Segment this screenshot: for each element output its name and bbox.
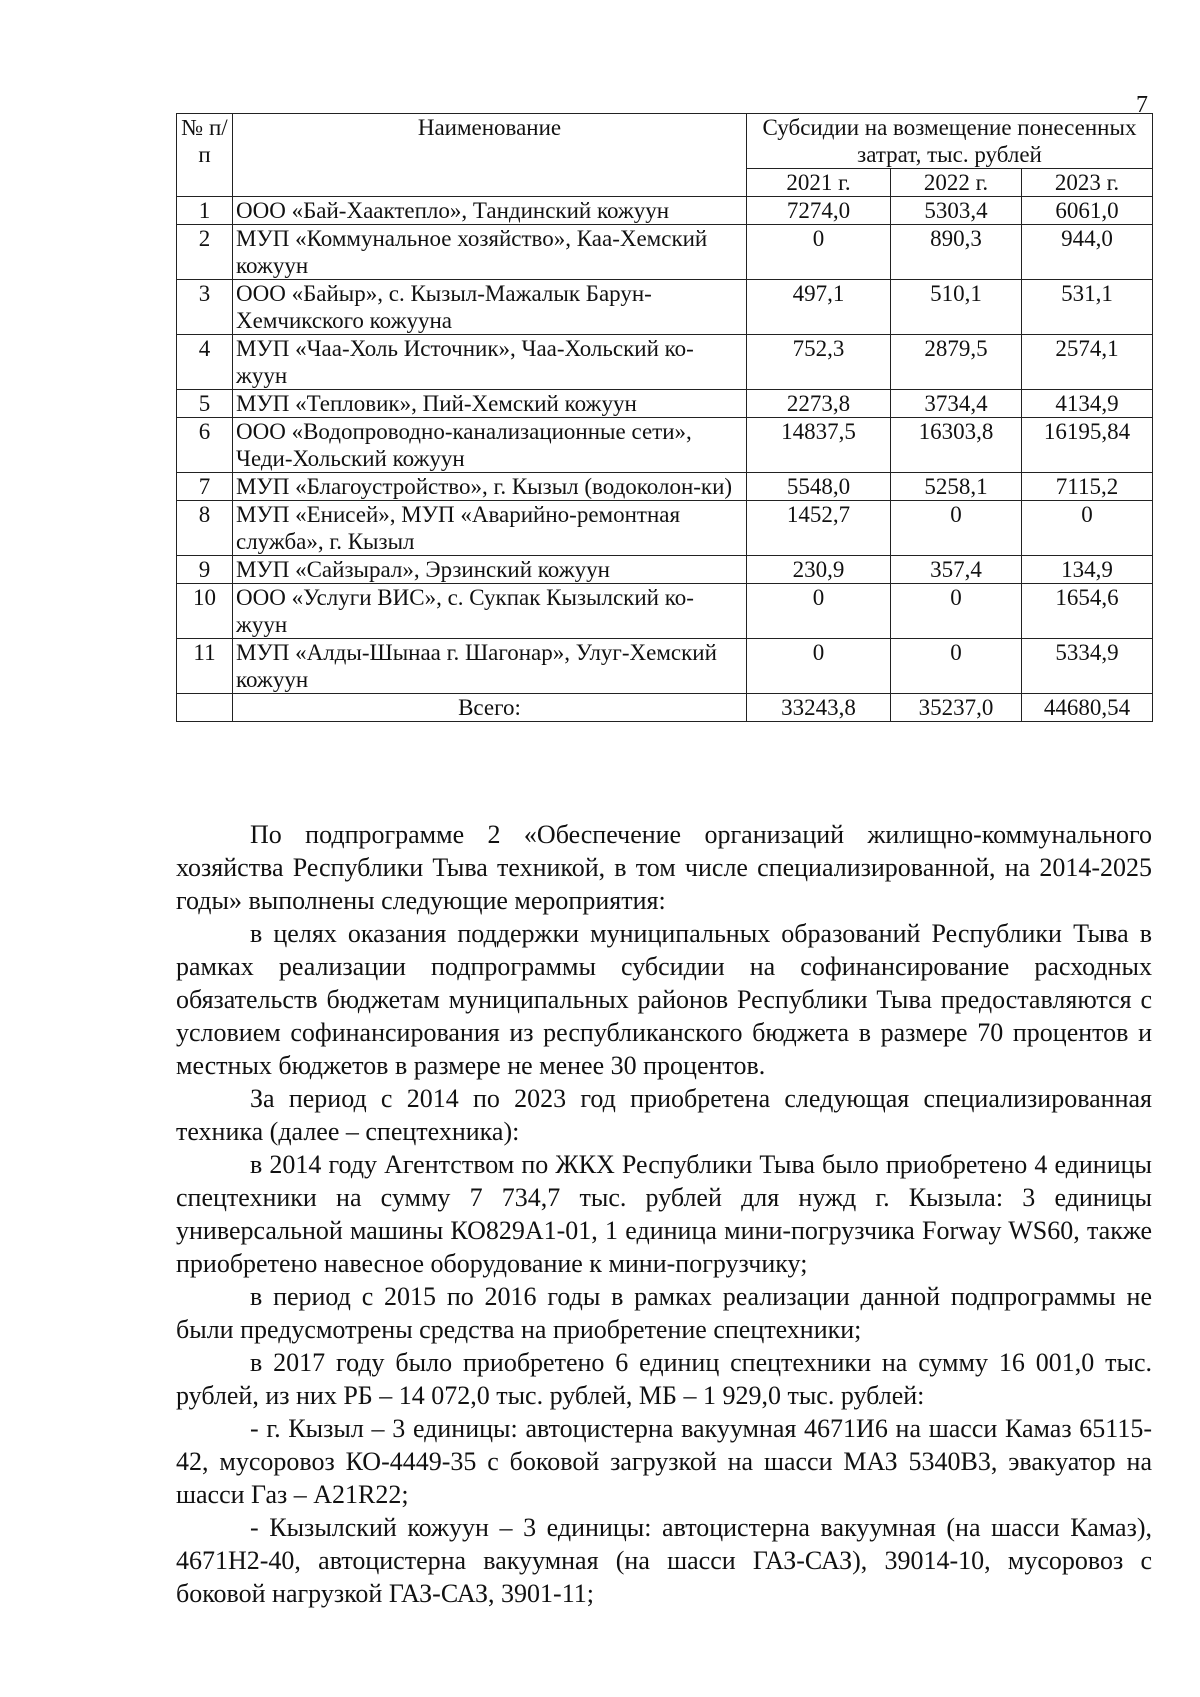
row-value-2021: 14837,5 <box>747 418 891 473</box>
table-row <box>177 390 1153 418</box>
row-value-2022: 0 <box>891 584 1022 639</box>
total-value-2022: 35237,0 <box>891 694 1022 722</box>
row-value-2021: 0 <box>747 584 891 639</box>
row-value-2022: 16303,8 <box>891 418 1022 473</box>
row-value-2022: 510,1 <box>891 280 1022 335</box>
total-value-2023: 44680,54 <box>1022 694 1153 722</box>
header-year-2023: 2023 г. <box>1022 169 1153 197</box>
row-value-2023: 7115,2 <box>1022 473 1153 501</box>
paragraph: в целях оказания поддержки муниципальных образований Республики Тыва в рамках реализации подпрограммы субсидии на софинансирование расходных обязательств бюджетам муниципальных районов Республики Тыва предоставляются с условием софинансирования из республиканского бюджета в размере 70 процентов и местных бюджетов в размере не менее 30 процентов. <box>176 919 1152 1080</box>
header-subsidy-group: Субсидии на возмещение понесенных затрат, тыс. рублей <box>747 114 1153 169</box>
row-name: МУП «Благоустройство», г. Кызыл (водоколон-ки) <box>233 473 747 501</box>
table-row <box>177 556 1153 584</box>
row-value-2022: 0 <box>891 501 1022 556</box>
total-label: Всего: <box>233 694 747 722</box>
body-text <box>176 818 1152 1610</box>
row-num: 6 <box>177 418 233 473</box>
table-row <box>177 280 1153 335</box>
row-value-2023: 16195,84 <box>1022 418 1153 473</box>
row-num: 2 <box>177 225 233 280</box>
row-value-2021: 0 <box>747 225 891 280</box>
header-name: Наименование <box>233 114 747 197</box>
row-value-2023: 2574,1 <box>1022 335 1153 390</box>
page-number: 7 <box>1136 92 1148 118</box>
row-value-2021: 230,9 <box>747 556 891 584</box>
row-name: МУП «Алды-Шынаа г. Шагонар», Улуг-Хемский кожуун <box>233 639 747 694</box>
row-value-2021: 0 <box>747 639 891 694</box>
paragraph: - г. Кызыл – 3 единицы: автоцистерна вакуумная 4671И6 на шасси Камаз 65115-42, мусоровоз КО-4449-35 с боковой загрузкой на шасси МАЗ 5340В3, эвакуатор на шасси Газ – А21R22; <box>176 1414 1152 1509</box>
table-header-row <box>177 114 1153 169</box>
row-value-2021: 752,3 <box>747 335 891 390</box>
table-row <box>177 197 1153 225</box>
table-row <box>177 473 1153 501</box>
row-name: ООО «Байыр», с. Кызыл-Мажалык Барун-Хемчикского кожууна <box>233 280 747 335</box>
row-num: 9 <box>177 556 233 584</box>
table-row <box>177 225 1153 280</box>
row-num: 10 <box>177 584 233 639</box>
row-num: 7 <box>177 473 233 501</box>
row-value-2021: 1452,7 <box>747 501 891 556</box>
row-name: ООО «Бай-Хаактепло», Тандинский кожуун <box>233 197 747 225</box>
table-row <box>177 501 1153 556</box>
row-value-2022: 357,4 <box>891 556 1022 584</box>
row-name: МУП «Чаа-Холь Источник», Чаа-Хольский ко-жуун <box>233 335 747 390</box>
header-year-2021: 2021 г. <box>747 169 891 197</box>
table-row <box>177 584 1153 639</box>
paragraph: в 2014 году Агентством по ЖКХ Республики Тыва было приобретено 4 единицы спецтехники на сумму 7 734,7 тыс. рублей для нужд г. Кызыла: 3 единицы универсальной машины КО829А1-01, 1 единица мини-погрузчика Forway WS60, также приобретено навесное оборудование к мини-погрузчику; <box>176 1150 1152 1278</box>
row-value-2023: 134,9 <box>1022 556 1153 584</box>
row-value-2023: 1654,6 <box>1022 584 1153 639</box>
row-value-2023: 531,1 <box>1022 280 1153 335</box>
row-value-2023: 6061,0 <box>1022 197 1153 225</box>
row-num: 1 <box>177 197 233 225</box>
row-value-2021: 2273,8 <box>747 390 891 418</box>
header-num: № п/п <box>177 114 233 197</box>
row-name: МУП «Тепловик», Пий-Хемский кожуун <box>233 390 747 418</box>
row-value-2022: 0 <box>891 639 1022 694</box>
paragraph: За период с 2014 по 2023 год приобретена следующая специализированная техника (далее – спецтехника): <box>176 1084 1152 1146</box>
table-row <box>177 639 1153 694</box>
row-value-2022: 5258,1 <box>891 473 1022 501</box>
row-value-2023: 5334,9 <box>1022 639 1153 694</box>
paragraph: - Кызылский кожуун – 3 единицы: автоцистерна вакуумная (на шасси Камаз), 4671Н2-40, автоцистерна вакуумная (на шасси ГАЗ-САЗ), 39014-10, мусоровоз с боковой нагрузкой ГАЗ-САЗ, 3901-11; <box>176 1513 1152 1608</box>
row-value-2023: 944,0 <box>1022 225 1153 280</box>
paragraph: в 2017 году было приобретено 6 единиц спецтехники на сумму 16 001,0 тыс. рублей, из них РБ – 14 072,0 тыс. рублей, МБ – 1 929,0 тыс. рублей: <box>176 1348 1152 1410</box>
row-value-2022: 3734,4 <box>891 390 1022 418</box>
row-num: 5 <box>177 390 233 418</box>
total-empty-cell <box>177 694 233 722</box>
subsidy-table <box>176 113 1153 722</box>
row-value-2023: 0 <box>1022 501 1153 556</box>
row-value-2023: 4134,9 <box>1022 390 1153 418</box>
row-name: ООО «Водопроводно-канализационные сети», Чеди-Хольский кожуун <box>233 418 747 473</box>
row-value-2021: 7274,0 <box>747 197 891 225</box>
row-value-2022: 5303,4 <box>891 197 1022 225</box>
row-name: ООО «Услуги ВИС», с. Сукпак Кызылский ко-жуун <box>233 584 747 639</box>
row-num: 8 <box>177 501 233 556</box>
row-name: МУП «Сайзырал», Эрзинский кожуун <box>233 556 747 584</box>
row-value-2022: 2879,5 <box>891 335 1022 390</box>
paragraph: в период с 2015 по 2016 годы в рамках реализации данной подпрограммы не были предусмотрены средства на приобретение спецтехники; <box>176 1282 1152 1344</box>
row-value-2021: 5548,0 <box>747 473 891 501</box>
table-row <box>177 335 1153 390</box>
total-value-2021: 33243,8 <box>747 694 891 722</box>
row-name: МУП «Енисей», МУП «Аварийно-ремонтная служба», г. Кызыл <box>233 501 747 556</box>
header-year-2022: 2022 г. <box>891 169 1022 197</box>
row-value-2021: 497,1 <box>747 280 891 335</box>
row-num: 11 <box>177 639 233 694</box>
paragraph: По подпрограмме 2 «Обеспечение организаций жилищно-коммунального хозяйства Республики Тыва техникой, в том числе специализированной, на 2014-2025 годы» выполнены следующие мероприятия: <box>176 820 1152 915</box>
row-value-2022: 890,3 <box>891 225 1022 280</box>
table-total-row <box>177 694 1153 722</box>
row-num: 4 <box>177 335 233 390</box>
row-name: МУП «Коммунальное хозяйство», Каа-Хемский кожуун <box>233 225 747 280</box>
row-num: 3 <box>177 280 233 335</box>
table-row <box>177 418 1153 473</box>
